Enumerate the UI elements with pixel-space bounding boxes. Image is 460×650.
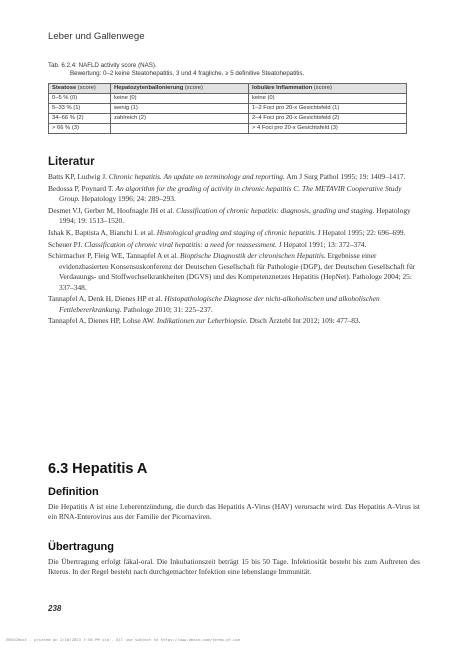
- table-cell: > 4 Foci pro 20-x Gesichtsfeld (3): [249, 124, 407, 134]
- table-cell: > 66 % (3): [49, 124, 111, 134]
- header-ballonierung-unit: (score): [184, 85, 203, 91]
- ref-source: Hepatology 1996; 24: 289–293.: [79, 194, 176, 204]
- header-inflammation-label: lobuläre Inflammation: [252, 85, 313, 91]
- ref-authors: Tannapfel A, Denk H, Dienes HP et al.: [48, 294, 165, 304]
- ref-source: J Hepatol 1991; 13: 372–374.: [276, 239, 367, 249]
- ref-title: Histological grading and staging of chronic hepatitis.: [156, 227, 316, 237]
- table-header-row: [49, 84, 407, 94]
- reference-item: [48, 316, 420, 326]
- ref-authors: Desmet VJ, Gerber M, Hoofnagle JH et al.: [48, 205, 177, 215]
- reference-item: [48, 172, 420, 182]
- reference-item: [48, 251, 420, 293]
- reference-item: [48, 294, 420, 315]
- ref-source: Hepatology 1994; 19: 1513–1520.: [59, 205, 411, 226]
- table-caption-note: Bewertung: 0–2 keine Steatohepatitis, 3 und 4 fragliche, ≥ 5 definitive Steatohepatitis.: [70, 70, 305, 78]
- ref-authors: Bedossa P, Poynard T.: [48, 183, 116, 193]
- table-cell: keine (0): [111, 94, 249, 104]
- reference-item: [48, 206, 420, 227]
- header-ballonierung: [111, 84, 249, 94]
- ref-source: Pathologe 2010; 31: 225–237.: [121, 304, 213, 314]
- ref-authors: Batts KP, Ludwig J.: [48, 172, 109, 181]
- table-row: [49, 124, 407, 134]
- header-steatose: [49, 84, 111, 94]
- reference-item: [48, 240, 420, 250]
- header-inflammation: [249, 84, 407, 94]
- ref-source: Ergebnisse einer evidenzbasierten Konsensuskonferenz der Deutschen Gesellschaft für Pathologie (DGP), der Deutschen Gesellschaft für Verdauungs- und Stoffwechselkrankheiten (DGVS) und des Kompetenznetzes Hepatitis (HepNet). Pathologe 2004; 25: 337–348.: [59, 251, 416, 292]
- ref-title: An algorithm for the grading of activity in chronic hepatitis C. The METAVIR Cooperative Study Group.: [59, 183, 402, 204]
- ref-authors: Scheuer PJ.: [48, 239, 85, 249]
- header-steatose-label: Steatose: [52, 85, 77, 91]
- print-footer: EBSCOhost - printed on 2/10/2023 7:56 PM via . All use subject to https://www.ebsco.com/terms-of-use: [6, 637, 241, 642]
- ref-title: Chronic hepatitis. An update on terminology and reporting.: [108, 172, 285, 181]
- transmission-text: Die Übertragung erfolgt fäkal-oral. Die Inkubationszeit beträgt 15 bis 50 Tage. Infektiosität besteht bis zum Auftreten des Ikterus. In der Regel besteht nach durchgemachter Infektion eine lebenslange Immunität.: [48, 557, 420, 577]
- ref-source: Am J Surg Pathol 1995; 19: 1409–1417.: [284, 172, 406, 181]
- table-cell: keine (0): [249, 94, 407, 104]
- table-cell: zahlreich (2): [111, 114, 249, 124]
- literatur-heading: Literatur: [48, 156, 95, 168]
- page-number: 238: [48, 604, 62, 613]
- table-row: [49, 114, 407, 124]
- definition-heading: Definition: [48, 486, 99, 498]
- table-row: [49, 104, 407, 114]
- header-steatose-unit: (score): [77, 85, 96, 91]
- ref-authors: Tannapfel A, Dienes HP, Lohse AW.: [48, 316, 157, 326]
- table-cell: 2–4 Foci pro 20-x Gesichtsfeld (2): [249, 114, 407, 124]
- table-cell: [111, 124, 249, 134]
- table-cell: 5–33 % (1): [49, 104, 111, 114]
- ref-title: Histopathologische Diagnose der nicht-alkoholischen und alkoholischen Fettlebererkrankung.: [59, 294, 380, 314]
- reference-list: [48, 172, 420, 328]
- ref-authors: Schirmacher P, Fleig WE, Tannapfel A et al.: [48, 251, 181, 261]
- running-head: Leber und Gallenwege: [48, 31, 145, 42]
- reference-item: [48, 228, 420, 238]
- ref-title: Classification of chronic hepatitis: diagnosis, grading and staging.: [176, 205, 375, 215]
- table-caption: [48, 62, 420, 78]
- ref-source: Dtsch Ärztebl Int 2012; 109: 477–83.: [247, 316, 361, 326]
- table-cell: 1–2 Foci pro 20-x Gesichtsfeld (1): [249, 104, 407, 114]
- section-title: 6.3 Hepatitis A: [48, 461, 148, 477]
- table-cell: wenig (1): [111, 104, 249, 114]
- header-inflammation-unit: (score): [313, 85, 332, 91]
- transmission-heading: Übertragung: [48, 541, 114, 553]
- table-cell: 34–66 % (2): [49, 114, 111, 124]
- ref-title: Indikationen zur Leberbiopsie.: [156, 316, 248, 326]
- ref-authors: Ishak K, Baptista A, Bianchi L et al.: [48, 227, 157, 237]
- table-cell: 0–5 % (0): [49, 94, 111, 104]
- definition-text: Die Hepatitis A ist eine Leberentzündung, die durch das Hepatitis A-Virus (HAV) verursacht wird. Das Hepatitis A-Virus ist ein RNA-Enterovirus aus der Familie der Picornaviren.: [48, 502, 420, 522]
- header-ballonierung-label: Hepatozytenballonierung: [114, 85, 184, 91]
- table-caption-title: Tab. 6.2.4: NAFLD activity score (NAS).: [48, 62, 157, 69]
- nafld-score-table: [48, 83, 407, 134]
- ref-source: J Hepatol 1995; 22: 696–699.: [315, 227, 406, 237]
- table-row: [49, 94, 407, 104]
- ref-title: Bioptische Diagnostik der chronischen Hepatitis.: [180, 251, 326, 261]
- ref-title: Classification of chronic viral hepatitis: a need for reassessment.: [84, 239, 277, 249]
- reference-item: [48, 184, 420, 205]
